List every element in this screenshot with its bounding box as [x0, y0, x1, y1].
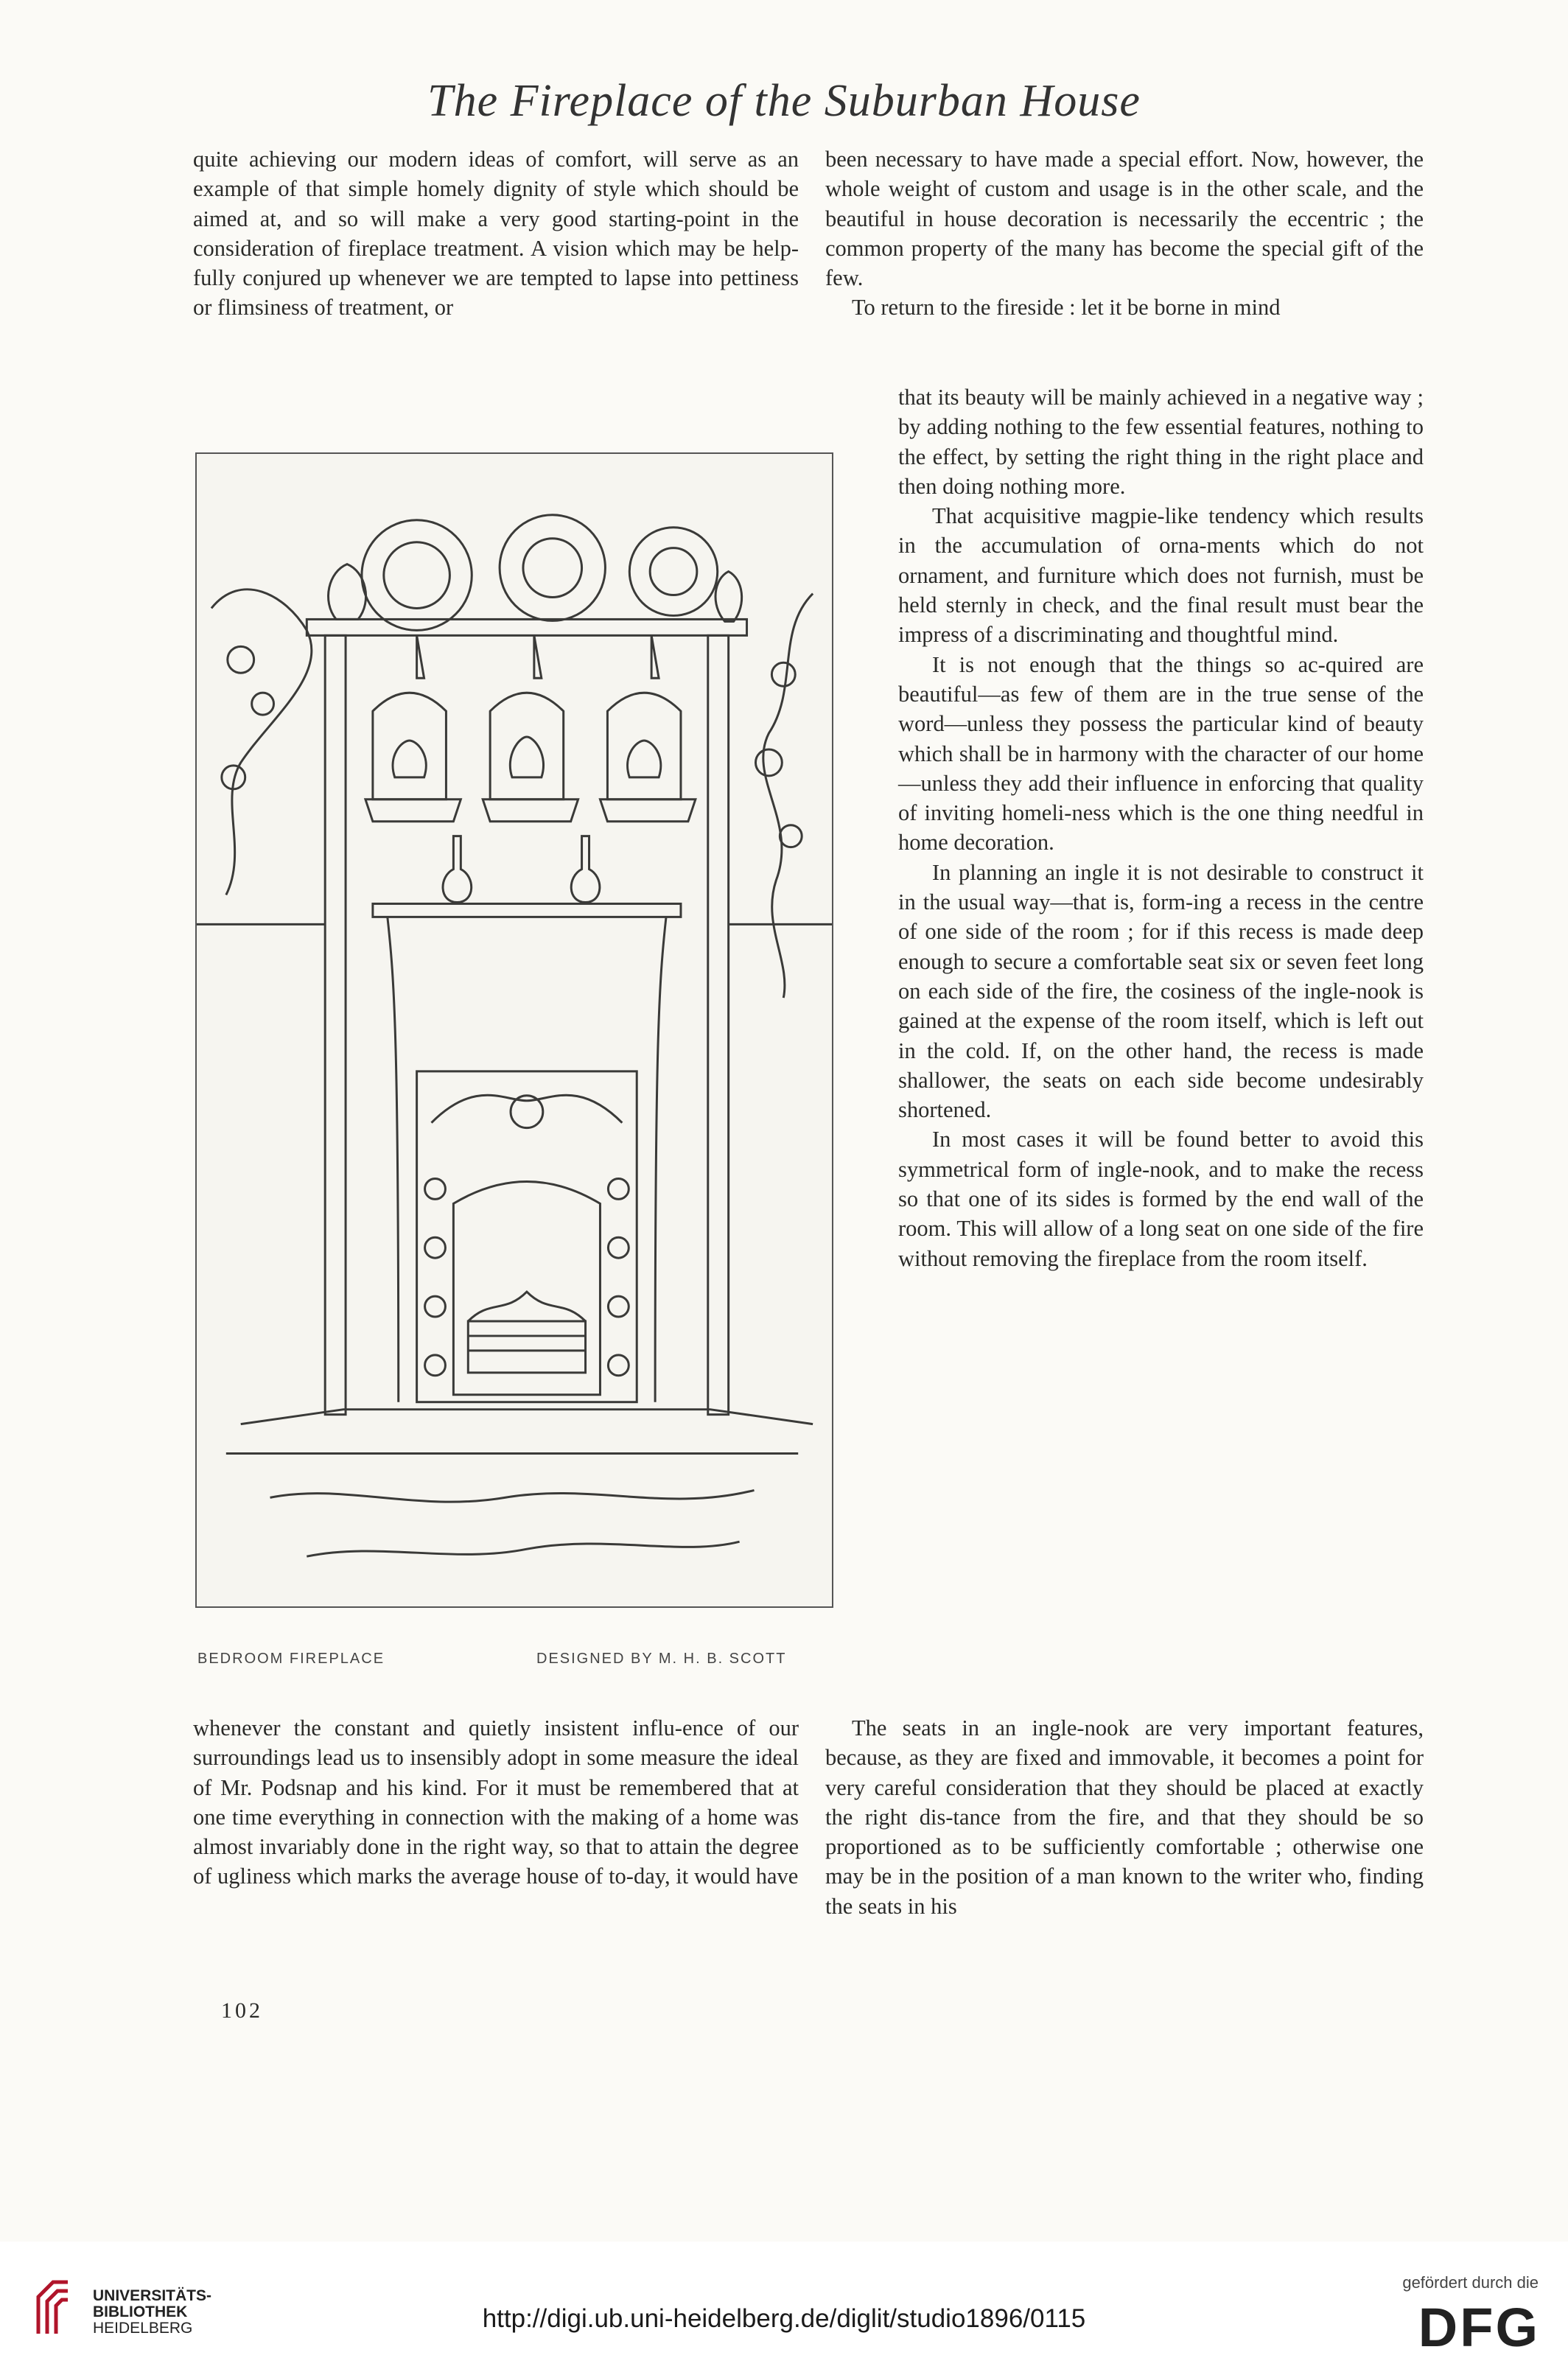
bedroom-fireplace-illustration	[195, 452, 833, 1608]
right-column-top	[825, 144, 1424, 323]
page-title: The Fireplace of the Suburban House	[427, 76, 1141, 126]
figure-caption-title: BEDROOM FIREPLACE	[197, 1651, 385, 1667]
right-column-indented	[898, 382, 1424, 1273]
paragraph: In most cases it will be found better to avoid this symmetrical form of ingle-nook, and to make the recess so that one of its sides is formed by the end wall of the room. This will allow of a long seat on one side of the fire without removing the fireplace from the room itself.	[898, 1127, 1424, 1271]
library-name-line: HEIDELBERG	[93, 2320, 193, 2337]
figure-caption-credit: DESIGNED BY M. H. B. SCOTT	[536, 1651, 787, 1667]
paragraph: It is not enough that the things so ac-quired are beautiful—as few of them are in the true sense of the word—unless they possess the particular kind of beauty which shall be in harmony with the character of our home—unless they add their influence in enforcing that quality of inviting homeli-ness which is the one thing needful in home decoration.	[898, 651, 1424, 856]
paragraph: been necessary to have made a special effort. Now, however, the whole weight of custom and usage is in the other scale, and the beautiful in house decoration is necessarily the eccentric ; the common property of the many has become the special gift of the few.	[825, 147, 1424, 291]
library-name-line: UNIVERSITÄTS-	[93, 2287, 212, 2304]
dfg-logo: DFG	[1418, 2297, 1540, 2358]
source-url-link[interactable]: http://digi.ub.uni-heidelberg.de/diglit/studio1896/0115	[482, 2304, 1086, 2333]
right-column-bottom	[825, 1713, 1424, 1921]
fireplace-drawing	[197, 454, 832, 1606]
left-column-bottom	[193, 1713, 799, 1892]
digitization-footer	[0, 2242, 1568, 2372]
paragraph: that its beauty will be mainly achieved in a negative way ; by adding nothing to the few essential features, nothing to the effect, by setting the right thing in the right place and then doing nothing more.	[898, 385, 1424, 499]
paragraph: In planning an ingle it is not desirable to construct it in the usual way—that is, form-ing a recess in the centre of one side of the room ; for if this recess is made deep enough to secure a comfortable seat six or seven feet long on each side of the fire, the cosiness of the ingle-nook is gained at the expense of the room itself, which is left out in the cold. If, on the other hand, the recess is made shallower, the seats on each side become undesirably shortened.	[898, 859, 1424, 1123]
funded-by-text: gefördert durch die	[1402, 2273, 1539, 2292]
page-number: 102	[221, 1998, 263, 2023]
paragraph: The seats in an ingle-nook are very important features, because, as they are fixed and immovable, it becomes a point for very careful consideration that they should be placed at exactly the right dis-tance from the fire, and that they should be so proportioned as to be sufficiently comfortable ; otherwise one may be in the position of a man known to the writer who, finding the seats in his	[825, 1715, 1424, 1919]
library-name-line: BIBLIOTHEK	[93, 2303, 188, 2320]
paragraph: To return to the fireside : let it be borne in mind	[852, 295, 1281, 321]
left-column-top	[193, 144, 799, 323]
paragraph: That acquisitive magpie-like tendency which results in the accumulation of orna-ments which do not ornament, and furniture which does not furnish, must be held sternly in check, and the final result must bear the impress of a discriminating and thoughtful mind.	[898, 503, 1424, 648]
paragraph: whenever the constant and quietly insistent influ-ence of our surroundings lead us to insensibly adopt in some measure the ideal of Mr. Podsnap and his kind. For it must be remembered that at one time everything in connection with the making of a home was almost invariably done in the right way, so that to attain the degree of ugliness which marks the average house of to-day, it would have	[193, 1715, 799, 1889]
paragraph: quite achieving our modern ideas of comfort, will serve as an example of that simple homely dignity of style which should be aimed at, and so will make a very good starting-point in the consideration of fireplace treatment. A vision which may be help-fully conjured up whenever we are tempted to lapse into pettiness or flimsiness of treatment, or	[193, 147, 799, 321]
